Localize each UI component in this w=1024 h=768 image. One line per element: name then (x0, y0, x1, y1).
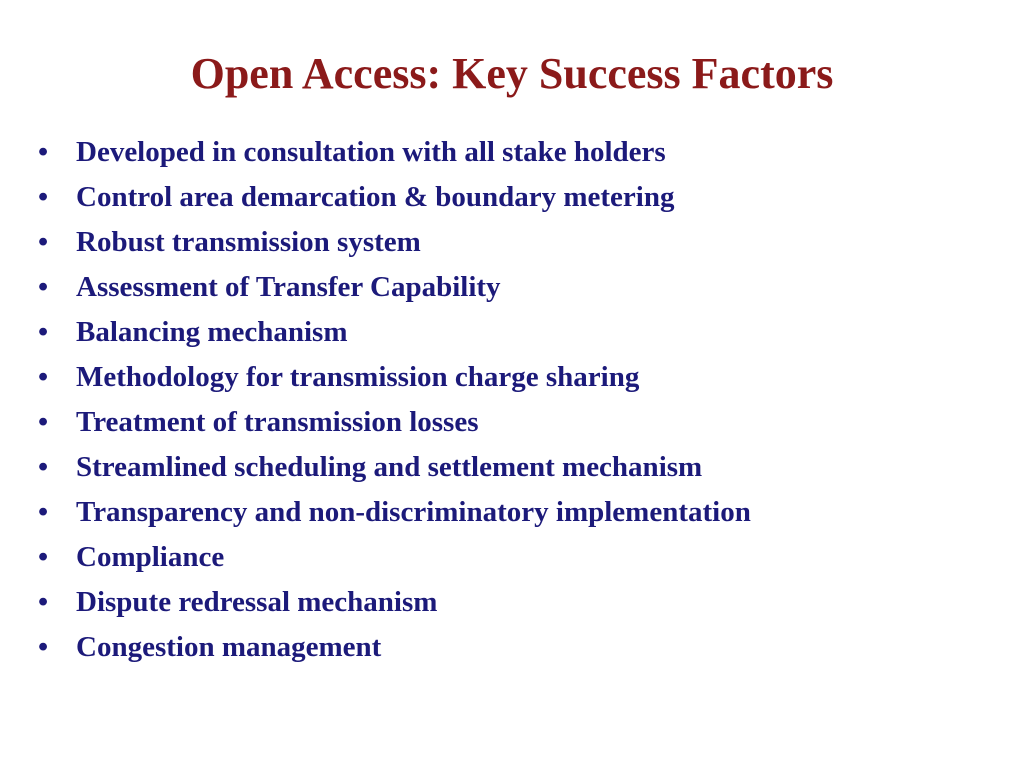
list-item-text: Methodology for transmission charge sharing (76, 361, 640, 393)
list-item-text: Transparency and non-discriminatory implementation (76, 496, 751, 528)
list-item-text: Balancing mechanism (76, 316, 348, 348)
list-item-text: Assessment of Transfer Capability (76, 271, 501, 303)
list-item-text: Robust transmission system (76, 226, 421, 258)
list-item-text: Compliance (76, 541, 225, 573)
list-item (38, 580, 998, 625)
list-item-text: Streamlined scheduling and settlement mechanism (76, 451, 703, 483)
list-item (38, 220, 998, 265)
bullet-icon: • (38, 631, 49, 663)
list-item (38, 535, 998, 580)
bullet-icon: • (38, 226, 49, 258)
bullet-icon: • (38, 316, 49, 348)
bullet-icon: • (38, 271, 49, 303)
bullet-list (38, 130, 998, 670)
list-item-text: Control area demarcation & boundary metering (76, 181, 675, 213)
list-item (38, 130, 998, 175)
list-item-text: Dispute redressal mechanism (76, 586, 438, 618)
list-item (38, 355, 998, 400)
bullet-icon: • (38, 361, 49, 393)
list-item-text: Congestion management (76, 631, 382, 663)
bullet-icon: • (38, 136, 49, 168)
list-item (38, 265, 998, 310)
list-item (38, 310, 998, 355)
bullet-icon: • (38, 496, 49, 528)
list-item (38, 625, 998, 670)
bullet-icon: • (38, 451, 49, 483)
bullet-icon: • (38, 586, 49, 618)
list-item-text: Treatment of transmission losses (76, 406, 479, 438)
list-item (38, 400, 998, 445)
bullet-icon: • (38, 541, 49, 573)
list-item (38, 490, 998, 535)
bullet-icon: • (38, 406, 49, 438)
bullet-icon: • (38, 181, 49, 213)
slide-title: Open Access: Key Success Factors (190, 49, 834, 98)
list-item (38, 445, 998, 490)
list-item-text: Developed in consultation with all stake holders (76, 136, 666, 168)
list-item (38, 175, 998, 220)
